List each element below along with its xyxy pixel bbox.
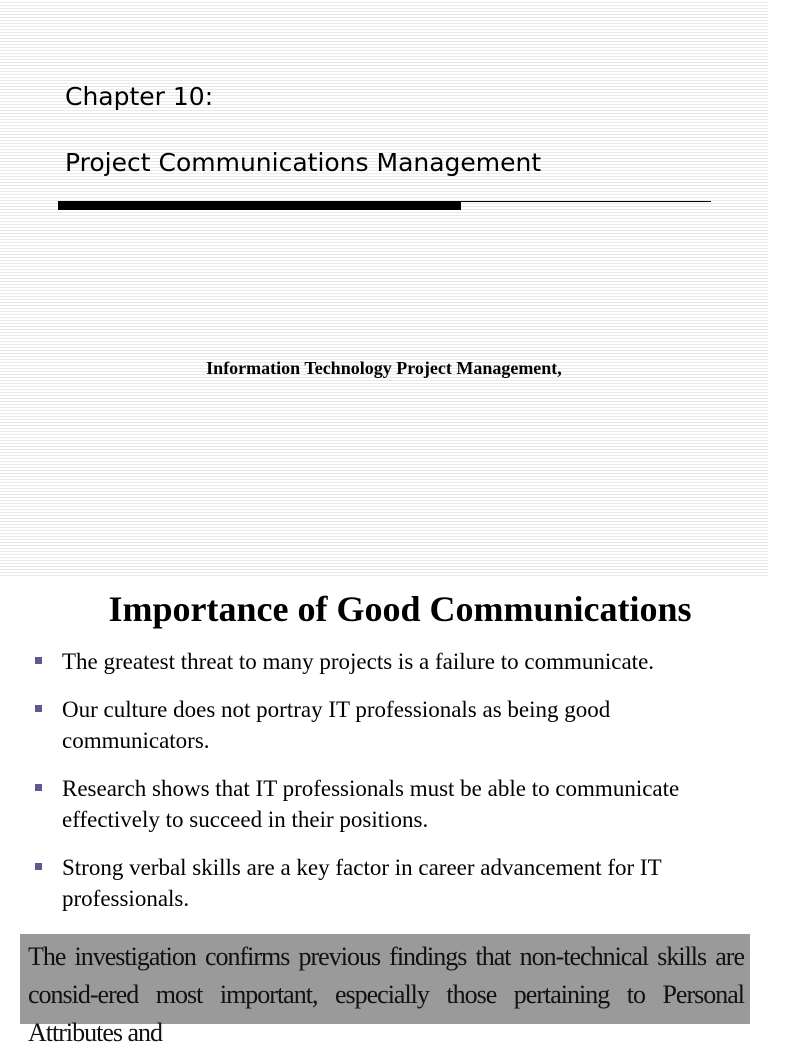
bullet-text: Strong verbal skills are a key factor in career advancement for IT professionals.: [62, 855, 662, 911]
bullet-text: Our culture does not portray IT professionals as being good communicators.: [62, 697, 611, 753]
bullet-item: [33, 694, 753, 756]
square-bullet-icon: [35, 705, 42, 712]
square-bullet-icon: [35, 863, 42, 870]
bullet-item: [33, 773, 753, 835]
book-title: Information Technology Project Management,: [206, 358, 562, 378]
title-rule-thick: [58, 201, 461, 210]
scanned-text-excerpt: The investigation confirms previous findings that non-technical skills are consid-ered most important, especially those pertaining to Personal Attributes and: [20, 934, 750, 1024]
bullet-text: Research shows that IT professionals must be able to communicate effectively to succeed in their positions.: [62, 776, 680, 832]
chapter-label: Chapter 10:: [65, 82, 214, 111]
square-bullet-icon: [35, 784, 42, 791]
chapter-title: Project Communications Management: [65, 148, 542, 177]
content-slide: [0, 576, 768, 1047]
bullet-item: [33, 646, 753, 677]
slide-title: Importance of Good Communications: [108, 589, 692, 629]
bullet-text: The greatest threat to many projects is a failure to communicate.: [62, 649, 655, 674]
square-bullet-icon: [35, 657, 42, 664]
bullet-item: [33, 852, 753, 914]
bullet-list: [33, 646, 753, 931]
title-rule-thin: [461, 201, 711, 202]
